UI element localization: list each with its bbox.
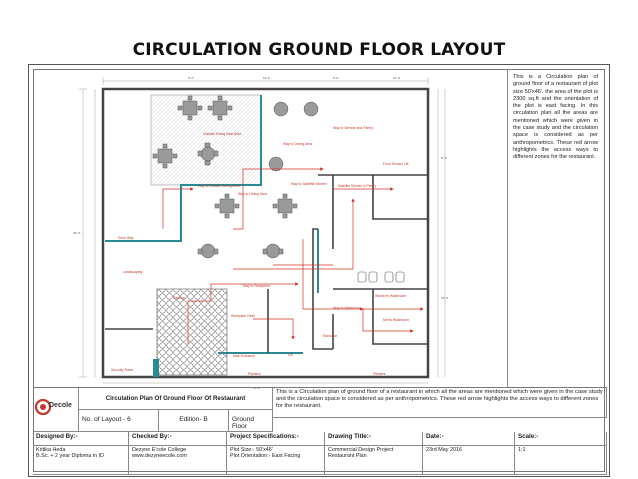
label-way-outside-dining: Way to Outside Dining Area	[198, 184, 240, 188]
drawing-title-value-2: Restaurant Plan	[328, 453, 367, 459]
label-lift: Lift	[288, 353, 293, 357]
interior-walls	[105, 175, 428, 353]
label-way-kitchen: Way to Satellite Kitchen	[291, 182, 327, 186]
label-reception: Reception Desk	[231, 314, 255, 318]
dim-1: 9'-3"	[188, 76, 194, 80]
label-staircase: Staircase	[323, 334, 338, 338]
scale-label: Scale:-	[515, 432, 607, 446]
title-block	[33, 387, 607, 475]
date-value: 23rd May 2016	[423, 446, 515, 475]
label-way-washroom: Way to Washroom	[333, 306, 361, 310]
project-spec-label: Project Specifications:-	[227, 432, 325, 446]
checked-by-name: Dezyne E'cole College	[132, 447, 187, 453]
label-outdoor-seating: Outside Dining Seat Area	[203, 132, 242, 136]
dim-6: 50'-0"	[253, 386, 261, 390]
no-of-layout: No. of Layout - 6	[79, 410, 159, 432]
long-description: This is a Circulation plan of ground floor of a restaurant in which all the areas are mentioned which were given in the case study and the circulation space is considered as per anthropometrics. These red arrow highlights the access ways to different zones for the restaurant.	[273, 388, 607, 418]
label-landscaping: Landscaping	[123, 270, 143, 274]
drawing-title-value-cell	[325, 446, 423, 475]
outdoor-dining-area	[151, 95, 261, 185]
label-womens-washroom: Women's Washroom	[375, 294, 407, 298]
date-label: Date:-	[423, 432, 515, 446]
drawing-title-label: Drawing Title:-	[325, 432, 423, 446]
label-mens-washroom: Men's Washroom	[383, 318, 410, 322]
dim-8: 14'-6"	[441, 296, 449, 300]
dim-4: 10'-3"	[393, 76, 401, 80]
label-way-dining-2: Way to Dining Area	[238, 192, 267, 196]
slide-title: CIRCULATION GROUND FLOOR LAYOUT	[132, 40, 506, 60]
label-planters: Planters	[248, 372, 261, 376]
checked-by-label: Checked By:-	[129, 432, 227, 446]
dim-7: 8'-3"	[441, 156, 447, 160]
dim-3: 5'-0"	[333, 76, 339, 80]
designed-by-course: B.Sc. + 2 year Diploma in ID	[36, 453, 104, 459]
drawing-title-cell: Circulation Plan Of Ground Floor Of Restaurant	[79, 388, 273, 410]
checked-by-web: www.dezyneecole.com	[132, 453, 187, 459]
project-spec-cell	[227, 446, 325, 475]
plot-size: Plot Size:- 50'x46'	[230, 447, 273, 453]
plan-description: This is a Circulation plan of ground floor of a restaurant of plot size 50'x46'. the area of the plot is 2300 sq.ft and the orientation of the plot is east facing. In this circulation plan all the areas are mentioned which were given in the case study and the circulation space is considered as per anthropometrics. These red arrow highlights the access ways to different zones for the restaurant.	[507, 69, 603, 387]
label-entrance: Main Entrance	[233, 354, 255, 358]
label-way-service: Way to Service and Pantry	[333, 126, 374, 130]
label-way-dining: Way to Dining Area	[283, 142, 312, 146]
label-parking: Parking	[173, 296, 185, 300]
label-security: Security Room	[111, 368, 134, 372]
designed-by-name: Kritika Heda	[36, 447, 66, 453]
label-way-reception: Way to Reception	[243, 284, 270, 288]
dim-5: 46'-0"	[73, 231, 81, 235]
edition: Edition- B	[159, 410, 229, 432]
logo-cell	[33, 388, 79, 432]
label-drive-way: Drive Way	[118, 236, 134, 240]
designed-by-label: Designed By:-	[33, 432, 129, 446]
label-satellite-kitchen: Satellite Kitchen & Pantry	[338, 184, 377, 188]
drawing-sheet	[28, 64, 610, 477]
designed-by-cell	[33, 446, 129, 475]
logo-text: Decole	[49, 402, 72, 409]
scale-value: 1:1	[515, 446, 607, 475]
plot-orientation: Plot Orientation:- East Facing	[230, 453, 301, 459]
drawing-title-value-1: Commercial Design Project	[328, 447, 394, 453]
label-food-service-lift: Food Service Lift	[383, 162, 409, 166]
floor: Ground Floor	[229, 410, 273, 432]
dim-2: 13'-6"	[263, 76, 271, 80]
label-planters-2: Planters	[373, 372, 386, 376]
checked-by-cell	[129, 446, 227, 475]
planter-marker	[153, 359, 159, 377]
parking-area	[157, 289, 227, 375]
washroom-fixtures	[358, 272, 404, 282]
floor-plan-drawing	[33, 69, 507, 390]
floor-plan	[33, 69, 507, 390]
